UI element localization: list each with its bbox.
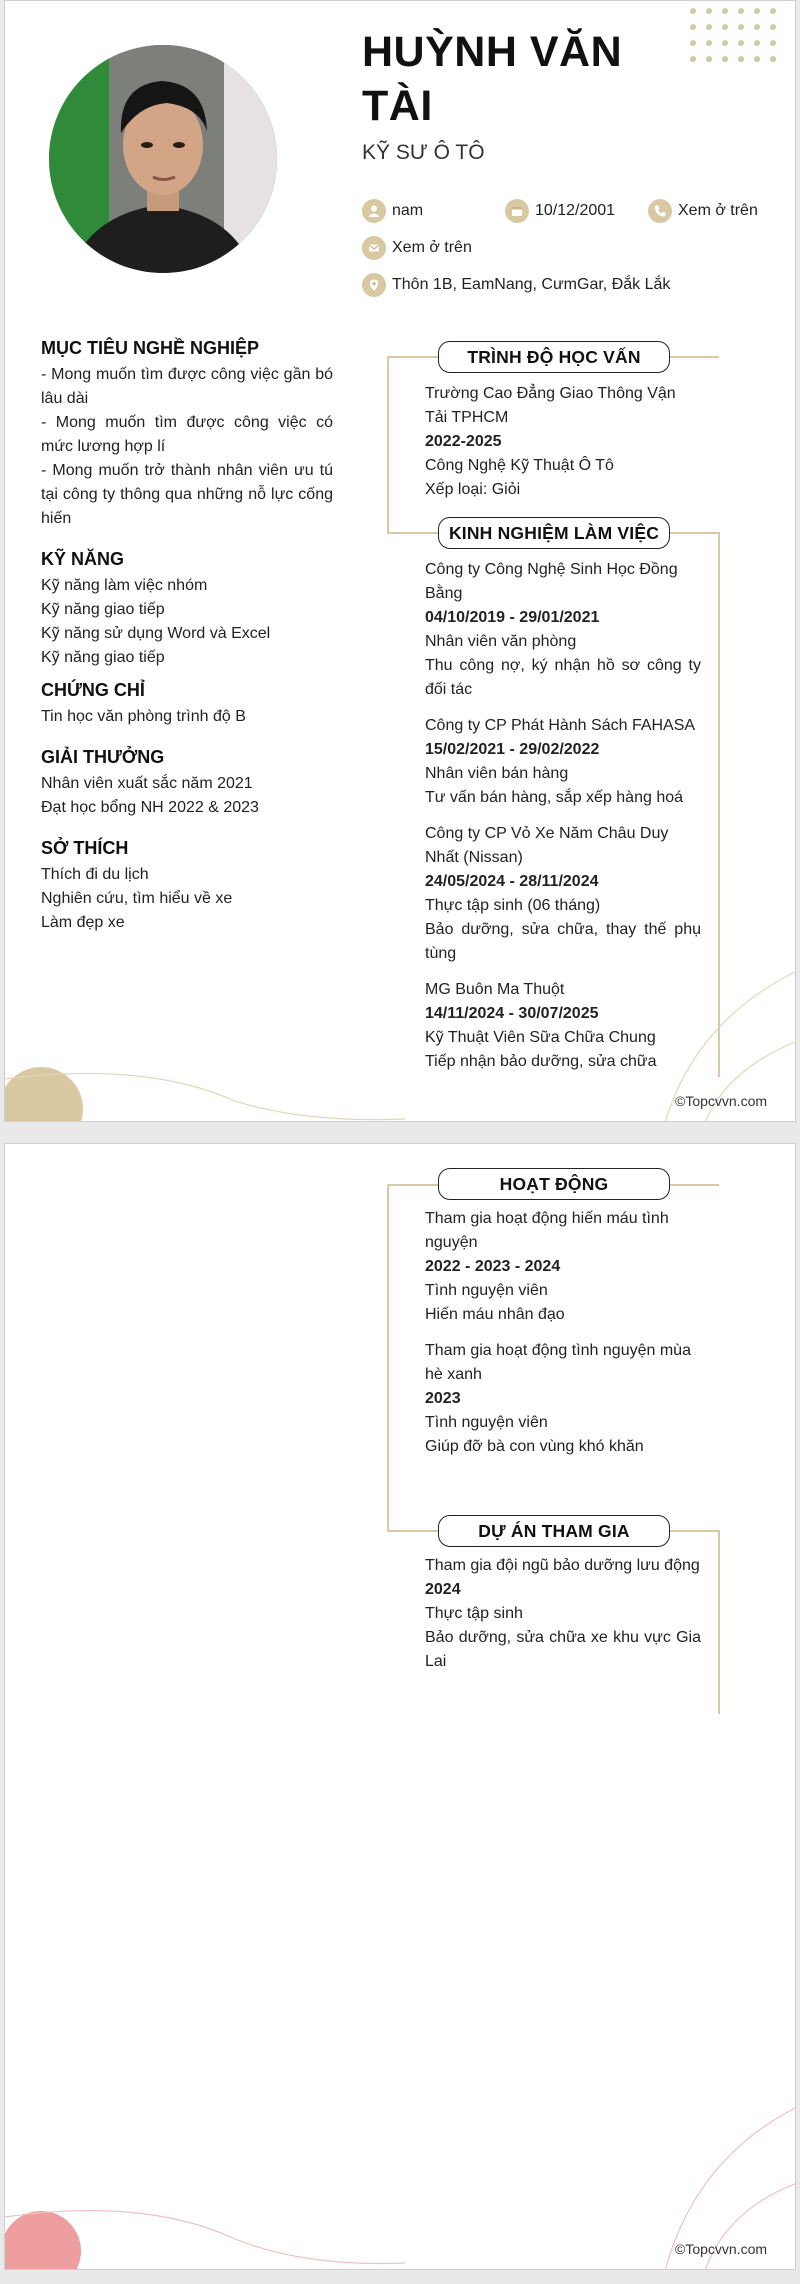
award-item: Đạt học bổng NH 2022 & 2023 xyxy=(41,799,259,816)
timeline-connector xyxy=(669,532,719,534)
experience-period: 15/02/2021 - 29/02/2022 xyxy=(425,741,600,758)
name-line-2: TÀI xyxy=(362,82,433,130)
experience-company: Công ty Công Nghệ Sinh Học Đồng Bằng xyxy=(425,561,678,602)
timeline-connector xyxy=(387,1184,439,1186)
award-item: Nhân viên xuất sắc năm 2021 xyxy=(41,775,253,792)
project-name: Tham gia đội ngũ bảo dưỡng lưu động xyxy=(425,1557,700,1574)
activity-desc: Giúp đỡ bà con vùng khó khăn xyxy=(425,1438,644,1455)
activity-role: Tình nguyện viên xyxy=(425,1414,548,1431)
activity-period: 2022 - 2023 - 2024 xyxy=(425,1258,561,1275)
activity-role: Tình nguyện viên xyxy=(425,1282,548,1299)
phone-value: Xem ở trên xyxy=(678,202,758,219)
hobby-item: Làm đẹp xe xyxy=(41,914,125,931)
timeline-connector xyxy=(387,532,439,534)
education-major: Công Nghệ Kỹ Thuật Ô Tô xyxy=(425,457,614,474)
birthday-value: 10/12/2001 xyxy=(535,202,616,219)
cv-page-2 xyxy=(4,1143,796,2270)
timeline-line xyxy=(718,1530,720,1714)
dot-pattern xyxy=(685,3,781,67)
email-value: Xem ở trên xyxy=(392,239,472,256)
job-title: KỸ SƯ Ô TÔ xyxy=(362,141,485,164)
birthday-info xyxy=(505,199,615,223)
activity-item xyxy=(425,1339,701,1459)
projects-list xyxy=(425,1554,701,1686)
experience-desc: Thu công nợ, ký nhận hồ sơ công ty đối tác xyxy=(425,657,701,698)
education-title: TRÌNH ĐỘ HỌC VẤN xyxy=(438,341,670,373)
timeline-connector xyxy=(387,356,439,358)
phone-info xyxy=(648,199,758,223)
email-info xyxy=(362,236,472,260)
experience-role: Nhân viên bán hàng xyxy=(425,765,569,782)
candidate-name xyxy=(362,25,622,133)
gender-value: nam xyxy=(392,202,424,219)
name-line-1: HUỲNH VĂN xyxy=(362,28,623,76)
education-grade: Xếp loại: Giỏi xyxy=(425,481,521,498)
experience-period: 04/10/2019 - 29/01/2021 xyxy=(425,609,600,626)
copyright: ©Topcvvn.com xyxy=(675,1093,768,1109)
skill-item: Kỹ năng sử dụng Word và Excel xyxy=(41,625,271,642)
activity-name: Tham gia hoạt động tình nguyện mùa hè xanh xyxy=(425,1342,691,1383)
experience-desc: Tư vấn bán hàng, sắp xếp hàng hoá xyxy=(425,789,684,806)
experience-period: 14/11/2024 - 30/07/2025 xyxy=(425,1005,599,1022)
activities-title: HOẠT ĐỘNG xyxy=(438,1168,670,1200)
experience-company: MG Buôn Ma Thuột xyxy=(425,981,565,998)
objective-title: MỤC TIÊU NGHỀ NGHIỆP xyxy=(41,338,260,358)
left-column xyxy=(41,338,333,935)
objective-line: - Mong muốn tìm được công việc có mức lương hợp lí xyxy=(41,414,333,455)
skill-item: Kỹ năng giao tiếp xyxy=(41,649,165,666)
experience-item xyxy=(425,714,701,810)
location-pin-icon xyxy=(362,273,386,297)
address-info xyxy=(362,273,670,297)
awards-title: GIẢI THƯỞNG xyxy=(41,747,165,767)
user-icon xyxy=(362,199,386,223)
experience-desc: Tiếp nhận bảo dưỡng, sửa chữa xyxy=(425,1053,657,1070)
timeline-connector xyxy=(669,1184,719,1186)
timeline-line xyxy=(387,1184,389,1531)
activity-period: 2023 xyxy=(425,1390,461,1407)
activity-item xyxy=(425,1207,701,1327)
mail-icon xyxy=(362,236,386,260)
experience-item xyxy=(425,558,701,702)
skill-item: Kỹ năng giao tiếp xyxy=(41,601,165,618)
avatar xyxy=(49,45,277,273)
experience-desc: Bảo dưỡng, sửa chữa, thay thế phụ tùng xyxy=(425,921,701,962)
experience-role: Nhân viên văn phòng xyxy=(425,633,577,650)
experience-item xyxy=(425,822,701,966)
gender-info xyxy=(362,199,423,223)
skills-title: KỸ NĂNG xyxy=(41,549,125,569)
skill-item: Kỹ năng làm việc nhóm xyxy=(41,577,208,594)
experience-period: 24/05/2024 - 28/11/2024 xyxy=(425,873,599,890)
project-desc: Bảo dưỡng, sửa chữa xe khu vực Gia Lai xyxy=(425,1629,701,1670)
hobby-item: Nghiên cứu, tìm hiểu về xe xyxy=(41,890,233,907)
phone-icon xyxy=(648,199,672,223)
address-value: Thôn 1B, EamNang, CưmGar, Đắk Lắk xyxy=(392,276,671,293)
calendar-icon xyxy=(505,199,529,223)
experience-company: Công ty CP Phát Hành Sách FAHASA xyxy=(425,717,696,734)
objective-line: - Mong muốn tìm được công việc gần bó lâu dài xyxy=(41,366,333,407)
certificates-title: CHỨNG CHỈ xyxy=(41,680,145,700)
education-school: Trường Cao Đẳng Giao Thông Vận Tải TPHCM xyxy=(425,385,676,426)
experience-title: KINH NGHIỆM LÀM VIỆC xyxy=(438,517,670,549)
experience-company: Công ty CP Vỏ Xe Năm Châu Duy Nhất (Nissan) xyxy=(425,825,669,866)
project-period: 2024 xyxy=(425,1581,461,1598)
hobbies-title: SỞ THÍCH xyxy=(41,838,129,858)
education-block xyxy=(425,382,701,502)
objective-line: - Mong muốn trở thành nhân viên ưu tú tại công ty thông qua những nỗ lực cống hiến xyxy=(41,462,333,527)
experience-role: Thực tập sinh (06 tháng) xyxy=(425,897,601,914)
certificate-item: Tin học văn phòng trình độ B xyxy=(41,708,246,725)
project-item xyxy=(425,1554,701,1674)
activities-list xyxy=(425,1207,701,1471)
timeline-line xyxy=(387,356,389,533)
hobby-item: Thích đi du lịch xyxy=(41,866,149,883)
activity-desc: Hiến máu nhân đạo xyxy=(425,1306,565,1323)
activity-name: Tham gia hoạt động hiến máu tình nguyện xyxy=(425,1210,669,1251)
timeline-connector xyxy=(387,1530,439,1532)
copyright: ©Topcvvn.com xyxy=(675,2241,768,2257)
experience-role: Kỹ Thuật Viên Sữa Chữa Chung xyxy=(425,1029,656,1046)
project-role: Thực tập sinh xyxy=(425,1605,523,1622)
cv-page-1 xyxy=(4,0,796,1122)
projects-title: DỰ ÁN THAM GIA xyxy=(438,1515,670,1547)
timeline-connector xyxy=(669,1530,719,1532)
education-period: 2022-2025 xyxy=(425,433,502,450)
timeline-connector xyxy=(669,356,719,358)
